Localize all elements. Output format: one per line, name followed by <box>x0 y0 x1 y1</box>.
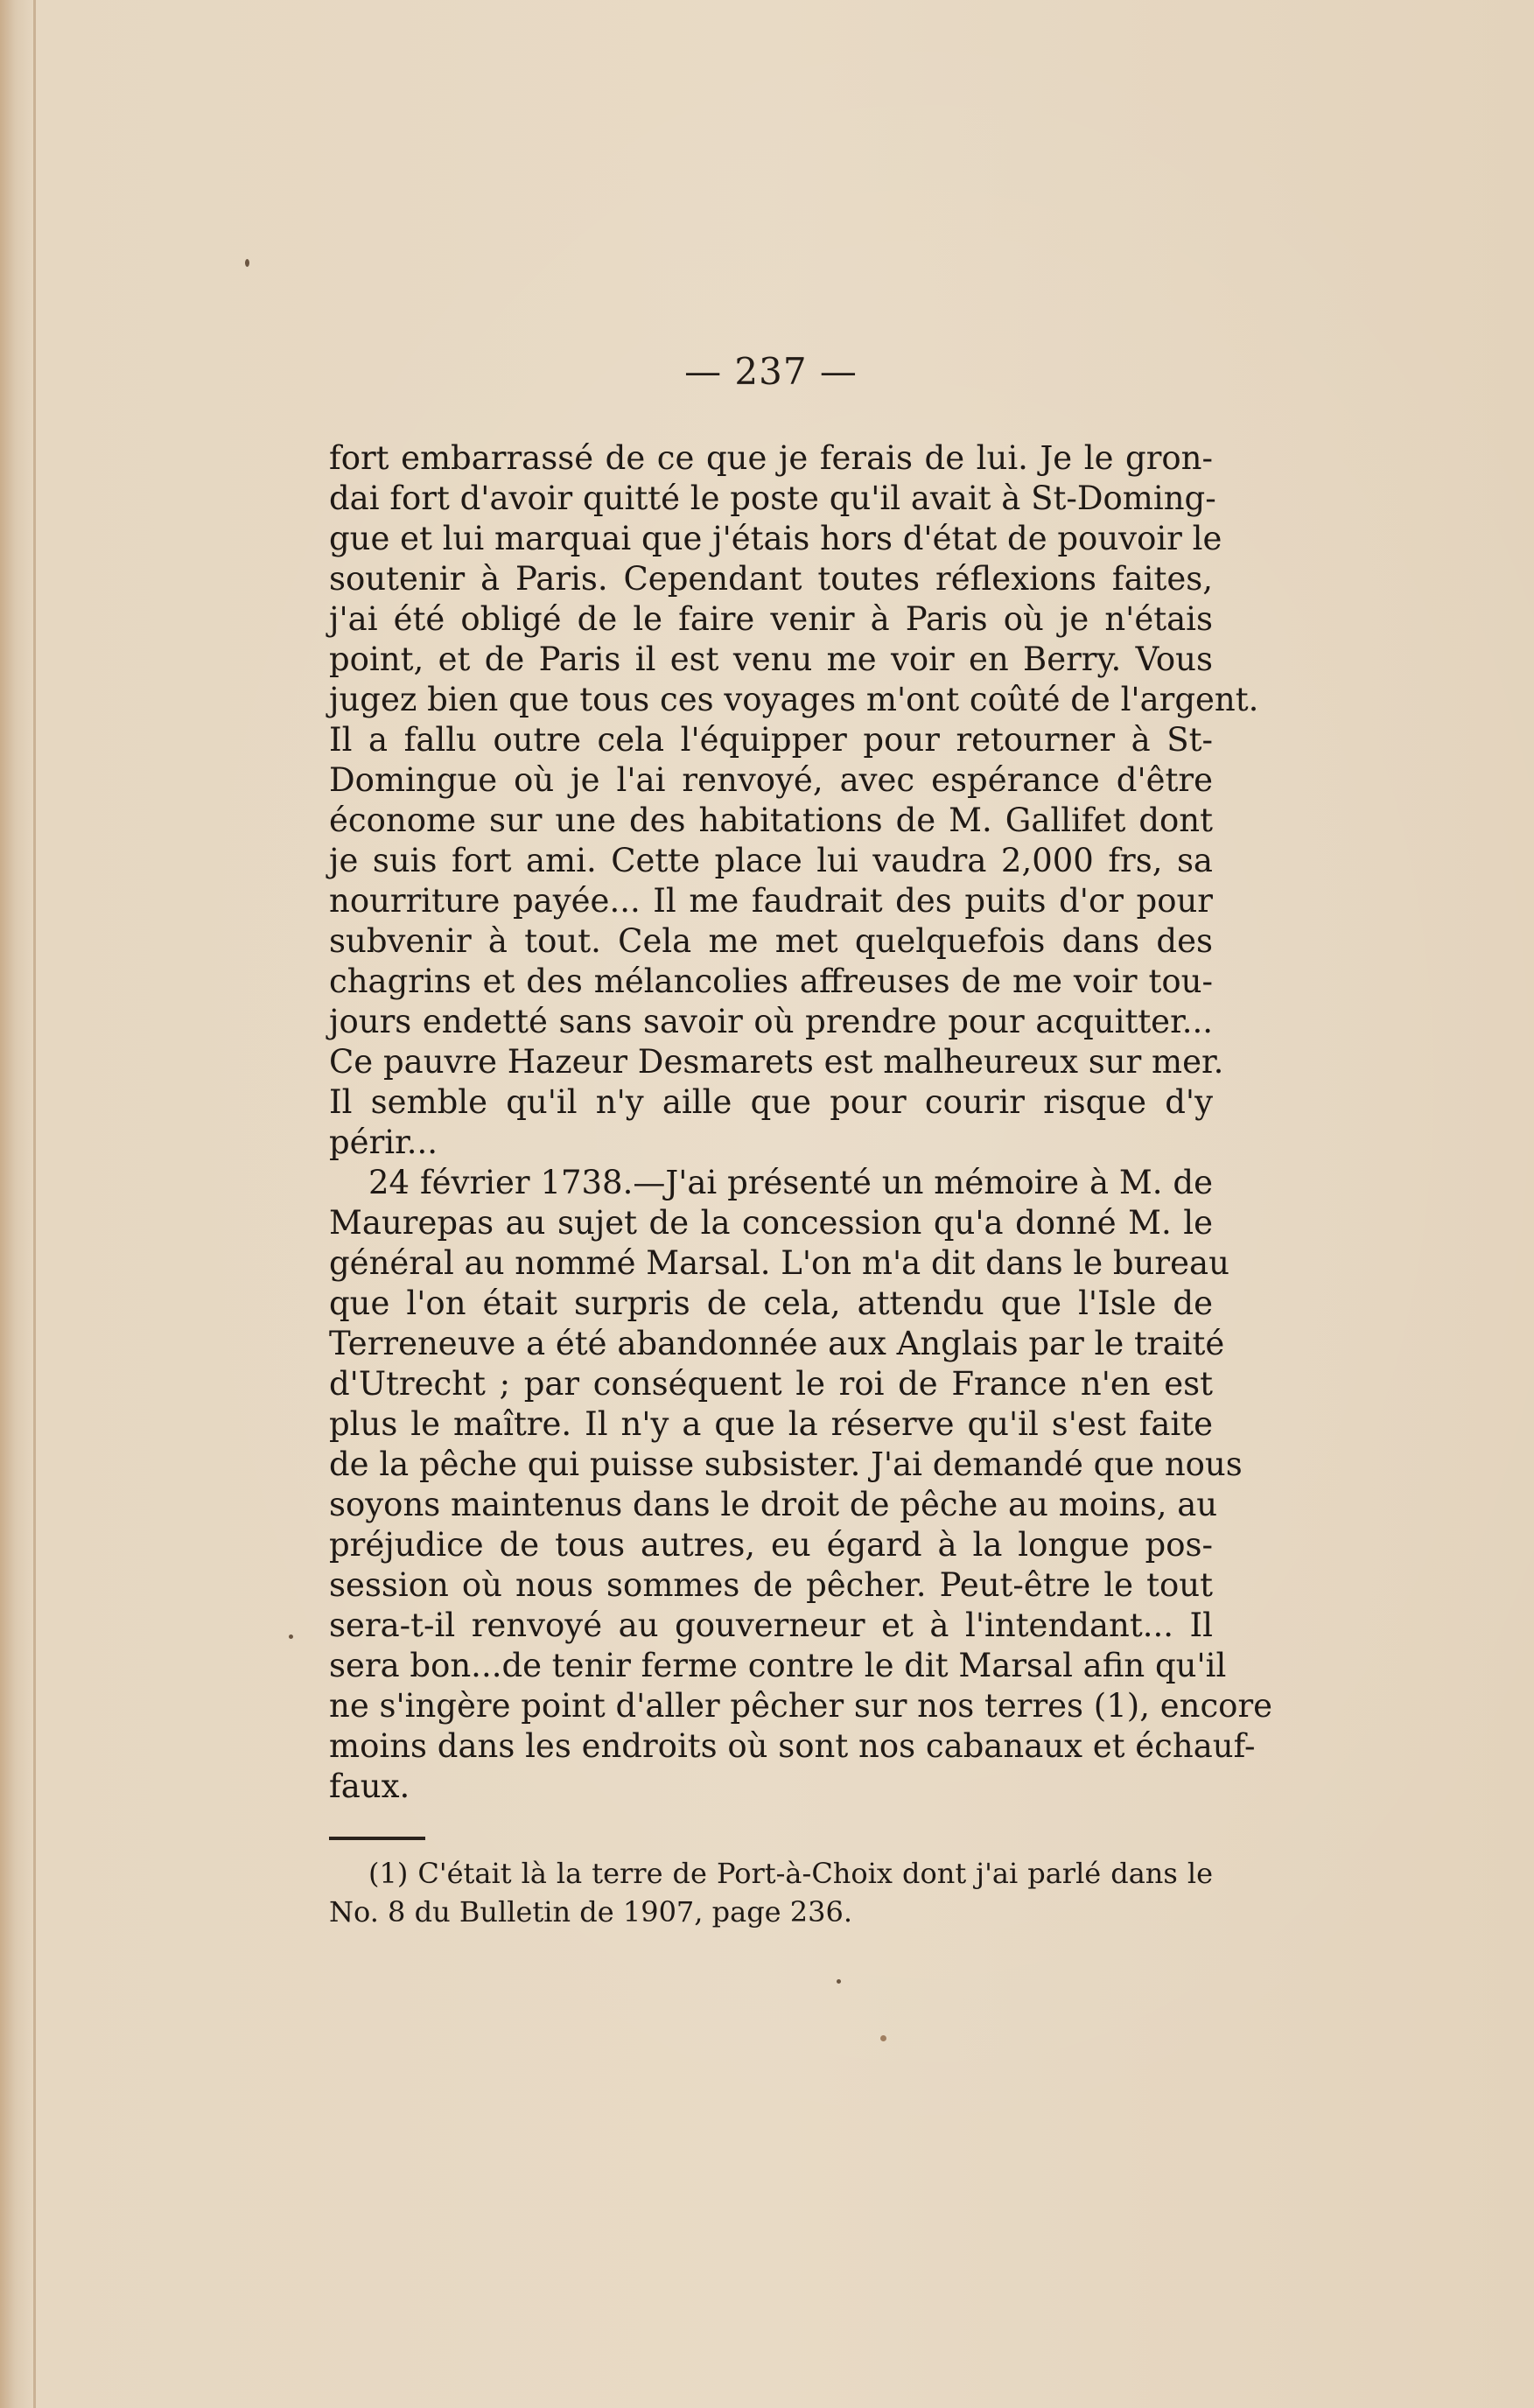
text-line: 24 février 1738.—J'ai présenté un mémoire à M. de <box>368 1164 1213 1201</box>
binding-edge <box>33 0 36 2408</box>
text-line: ne s'ingère point d'aller pêcher sur nos terres (1), encore <box>329 1687 1273 1725</box>
text-line: d'Utrecht ; par conséquent le roi de France n'en est <box>329 1365 1213 1403</box>
text-line: je suis fort ami. Cette place lui vaudra 2,000 frs, sa <box>329 842 1213 879</box>
text-line: Terreneuve a été abandonnée aux Anglais par le traité <box>329 1325 1225 1362</box>
text-line: soyons maintenus dans le droit de pêche au moins, au <box>329 1486 1218 1523</box>
text-line: sera bon...de tenir ferme contre le dit Marsal afin qu'il <box>329 1647 1227 1684</box>
text-line: jugez bien que tous ces voyages m'ont coûté de l'argent. <box>329 681 1259 718</box>
text-line: subvenir à tout. Cela me met quelquefois dans des <box>329 922 1213 960</box>
text-line: économe sur une des habitations de M. Gallifet dont <box>329 802 1213 839</box>
text-line: sera-t-il renvoyé au gouverneur et à l'intendant... Il <box>329 1606 1213 1644</box>
text-line: faux. <box>329 1768 410 1805</box>
text-line: Maurepas au sujet de la concession qu'a donné M. le <box>329 1204 1213 1242</box>
text-line: périr... <box>329 1124 438 1161</box>
text-line: Il a fallu outre cela l'équipper pour retourner à St- <box>329 721 1213 759</box>
text-line: session où nous sommes de pêcher. Peut-être le tout <box>329 1566 1213 1604</box>
text-line: préjudice de tous autres, eu égard à la longue pos- <box>329 1526 1213 1564</box>
text-line: fort embarrassé de ce que je ferais de lui. Je le gron- <box>329 439 1213 477</box>
text-line: que l'on était surpris de cela, attendu que l'Isle de <box>329 1284 1213 1322</box>
text-line: nourriture payée... Il me faudrait des puits d'or pour <box>329 882 1213 920</box>
footnote-line: No. 8 du Bulletin de 1907, page 236. <box>329 1895 853 1928</box>
text-line: Ce pauvre Hazeur Desmarets est malheureux sur mer. <box>329 1043 1224 1081</box>
ink-speck <box>880 2035 886 2041</box>
text-line: dai fort d'avoir quitté le poste qu'il avait à St-Doming- <box>329 480 1216 517</box>
ink-speck <box>245 259 249 267</box>
ink-speck <box>289 1634 293 1639</box>
text-line: général au nommé Marsal. L'on m'a dit dans le bureau <box>329 1244 1229 1282</box>
footnote-line: (1) C'était là la terre de Port-à-Choix dont j'ai parlé dans le <box>368 1857 1213 1890</box>
text-line: plus le maître. Il n'y a que la réserve qu'il s'est faite <box>329 1405 1213 1443</box>
text-line: chagrins et des mélancolies affreuses de me voir tou- <box>329 962 1213 1000</box>
page-number: — 237 — <box>684 350 858 393</box>
text-line: Il semble qu'il n'y aille que pour courir risque d'y <box>329 1083 1213 1121</box>
text-line: de la pêche qui puisse subsister. J'ai demandé que nous <box>329 1446 1243 1483</box>
text-line: moins dans les endroits où sont nos cabanaux et échauf- <box>329 1727 1256 1765</box>
footnote-rule <box>329 1837 425 1840</box>
text-line: jours endetté sans savoir où prendre pour acquitter... <box>329 1003 1213 1040</box>
text-line: soutenir à Paris. Cependant toutes réflexions faites, <box>329 560 1213 598</box>
text-line: Domingue où je l'ai renvoyé, avec espérance d'être <box>329 761 1213 799</box>
text-line: gue et lui marquai que j'étais hors d'état de pouvoir le <box>329 520 1222 557</box>
text-line: j'ai été obligé de le faire venir à Paris où je n'étais <box>329 600 1213 638</box>
body-text <box>329 438 1273 1807</box>
ink-speck <box>837 1979 841 1984</box>
page-text <box>329 350 1273 1931</box>
text-line: point, et de Paris il est venu me voir en Berry. Vous <box>329 640 1213 678</box>
footnote <box>329 1854 1213 1931</box>
